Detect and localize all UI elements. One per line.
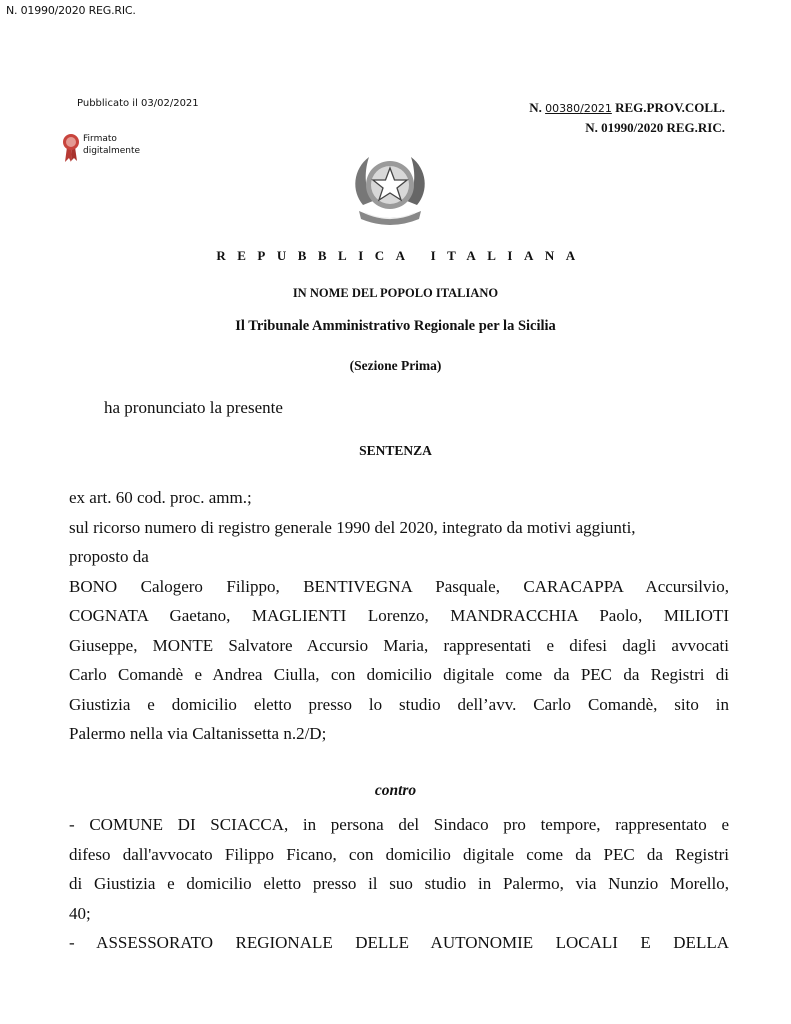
court-heading: Il Tribunale Amministrativo Regionale per la Sicilia xyxy=(235,318,556,334)
section-heading: (Sezione Prima) xyxy=(349,358,442,373)
registry-block xyxy=(529,98,725,137)
body-paragraph-defendants xyxy=(69,810,729,958)
reg-ric: N. 01990/2020 REG.RIC. xyxy=(585,120,725,135)
text-line: Giustizia e domicilio eletto presso lo studio dell’avv. Carlo Comandè, sito in xyxy=(69,694,729,714)
against-heading: contro xyxy=(374,782,417,799)
reg-prov-separator: / xyxy=(580,102,584,115)
text-line: Palermo nella via Caltanissetta n.2/D; xyxy=(69,724,327,743)
text-line: difeso dall'avvocato Filippo Ficano, con domicilio digitale come da PEC da Registri xyxy=(69,844,729,864)
reg-prov-number: 00380 xyxy=(545,102,581,115)
text-line: 40; xyxy=(69,903,91,923)
seal-ribbon-icon xyxy=(62,133,80,163)
italian-republic-emblem-icon xyxy=(345,147,435,232)
text-line: di Giustizia e domicilio eletto presso il suo studio in Palermo, via Nunzio Morello, xyxy=(69,874,729,893)
signature-line-2: digitalmente xyxy=(83,146,141,156)
digital-signature-badge xyxy=(62,133,140,163)
text-line: ex art. 60 cod. proc. amm.; xyxy=(69,488,252,507)
text-line: COGNATA Gaetano, MAGLIENTI Lorenzo, MANDRACCHIA Paolo, MILIOTI xyxy=(69,606,729,625)
publication-date: Pubblicato il 03/02/2021 xyxy=(77,98,199,109)
reg-prov-suffix: REG.PROV.COLL. xyxy=(615,100,725,115)
pronounced-text: ha pronunciato la presente xyxy=(104,398,283,417)
text-line: Carlo Comandè e Andrea Ciulla, con domicilio digitale come da PEC da Registri di xyxy=(69,665,729,684)
text-line: BONO Calogero Filippo, BENTIVEGNA Pasquale, CARACAPPA Accursilvio, xyxy=(69,576,729,596)
text-line: - COMUNE DI SCIACCA, in persona del Sindaco pro tempore, rappresentato e xyxy=(69,815,729,834)
signature-line-1: Firmato xyxy=(83,134,117,144)
text-line: Giuseppe, MONTE Salvatore Accursio Maria, rappresentati e difesi dagli avvocati xyxy=(69,635,729,655)
text-line: sul ricorso numero di registro generale 1990 del 2020, integrato da motivi aggiunti, xyxy=(69,517,636,537)
in-name-heading: IN NOME DEL POPOLO ITALIANO xyxy=(292,286,499,300)
reg-prov-prefix: N. xyxy=(529,100,542,115)
reg-prov-coll xyxy=(529,98,725,118)
body-paragraph-applicants xyxy=(69,483,729,749)
republic-heading: REPUBBLICA ITALIANA xyxy=(216,248,587,263)
judgment-heading: SENTENZA xyxy=(359,443,432,458)
header-case-reference: N. 01990/2020 REG.RIC. xyxy=(6,4,136,17)
text-line: proposto da xyxy=(69,547,149,566)
text-line: - ASSESSORATO REGIONALE DELLE AUTONOMIE LOCALI E DELLA xyxy=(69,933,729,952)
reg-prov-year: 2021 xyxy=(583,102,612,115)
